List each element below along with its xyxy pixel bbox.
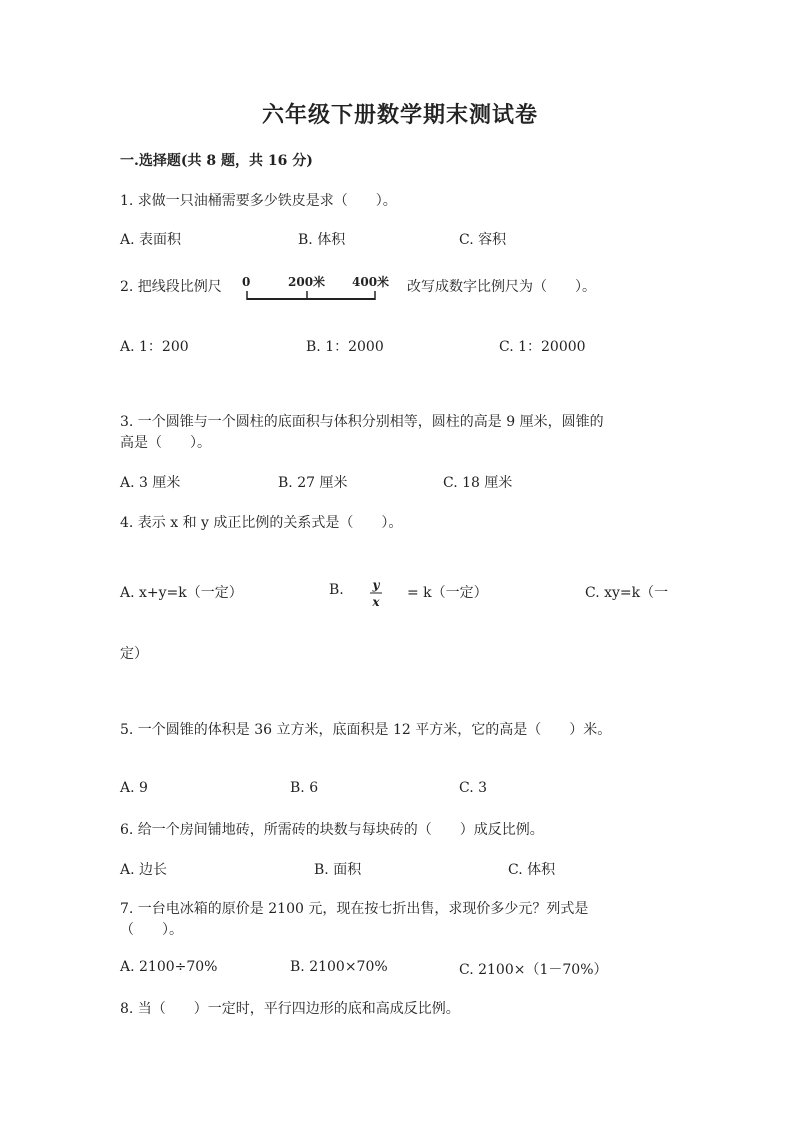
- fraction-denominator: x: [372, 595, 380, 609]
- q4-option-b-text: = k（一定）: [407, 585, 488, 601]
- question-5: 5. 一个圆锥的体积是 36 立方米，底面积是 12 平方米，它的高是（ ）米。: [120, 722, 612, 738]
- question-4: 4. 表示 x 和 y 成正比例的关系式是（ ）。: [120, 515, 403, 531]
- q4-fraction-y-over-x: [369, 578, 383, 610]
- question-3-line-1: 3. 一个圆锥与一个圆柱的底面积与体积分别相等，圆柱的高是 9 厘米，圆锥的: [120, 414, 604, 430]
- q3-option-a: A. 3 厘米: [120, 475, 181, 491]
- q3-option-b: B. 27 厘米: [278, 475, 348, 491]
- line-scale-figure: [241, 274, 393, 304]
- q5-option-b: B. 6: [290, 780, 319, 796]
- question-3-line-2: 高是（ ）。: [120, 435, 211, 451]
- q6-option-a: A. 边长: [120, 862, 168, 878]
- q4-option-c-continued: 定）: [120, 646, 148, 662]
- q7-option-b: B. 2100×70%: [290, 959, 388, 975]
- q1-option-b: B. 体积: [298, 232, 346, 248]
- section-heading: 一.选择题(共 8 题，共 16 分): [120, 153, 313, 169]
- question-2-prefix: 2. 把线段比例尺: [120, 279, 222, 295]
- q7-option-c: C. 2100×（1－70%）: [459, 962, 608, 978]
- q4-option-b-label: B.: [329, 582, 344, 598]
- q6-option-b: B. 面积: [314, 862, 362, 878]
- question-8: 8. 当（ ）一定时，平行四边形的底和高成反比例。: [120, 1001, 460, 1017]
- question-7-line-1: 7. 一台电冰箱的原价是 2100 元，现在按七折出售，求现价多少元？列式是: [120, 901, 589, 917]
- question-1: 1. 求做一只油桶需要多少铁皮是求（ ）。: [120, 193, 397, 209]
- page-title: 六年级下册数学期末测试卷: [261, 102, 538, 128]
- question-2-suffix: 改写成数字比例尺为（ ）。: [407, 279, 596, 295]
- q2-option-b: B. 1：2000: [306, 339, 384, 355]
- question-6: 6. 给一个房间铺地砖，所需砖的块数与每块砖的（ ）成反比例。: [120, 822, 544, 838]
- q7-option-a: A. 2100÷70%: [120, 959, 218, 975]
- q1-option-c: C. 容积: [459, 232, 507, 248]
- q1-option-a: A. 表面积: [120, 232, 182, 248]
- q6-option-c: C. 体积: [508, 862, 556, 878]
- scale-label-zero: 0: [242, 275, 251, 289]
- q4-option-a: A. x+y=k（一定）: [120, 585, 243, 601]
- scale-label-mid: 200米: [288, 275, 326, 289]
- scale-label-end: 400米: [352, 275, 390, 289]
- q3-option-c: C. 18 厘米: [443, 475, 513, 491]
- fraction-numerator: y: [372, 578, 380, 592]
- q5-option-a: A. 9: [120, 780, 148, 796]
- q2-option-c: C. 1：20000: [499, 339, 586, 355]
- q4-option-c: C. xy=k（一: [585, 585, 669, 601]
- q5-option-c: C. 3: [459, 780, 488, 796]
- question-7-line-2: （ ）。: [120, 922, 183, 938]
- q2-option-a: A. 1：200: [120, 339, 189, 355]
